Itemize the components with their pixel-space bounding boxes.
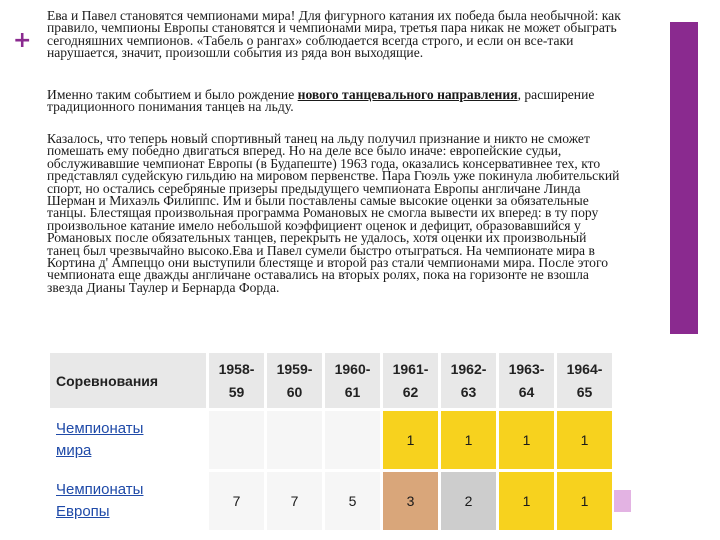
result-cell: 1	[557, 472, 612, 530]
table-row-european-championships	[50, 472, 612, 530]
paragraph-history-text: Казалось, что теперь новый спортивный танец на льду получил признание и никто не сможет помешать ему победно двигаться вперед. Но на деле все было иначе: европейские судьи, обслуживавшие чемпионат Европы (в Будапеште) 1963 года, оказались консервативнее тех, кто представлял судейскую гильдию на мировом первенстве. Пара Гюэль уже покинула любительский спорт, но остались серебряные призеры предыдущего чемпионата Европы англичане Линда Шерман и Михаэль Филиппс. Им и были поставлены самые высокие оценки за обязательные танцы. Блестящая произвольная программа Романовых не смогла вывести их вперед: в ту пору произвольное катание имело небольшой коэффициент оценок и дефицит, образовавшийся у Романовых после обязательных танцев, перекрыть не удалось, хотя оценки их произвольный танец был чрезвычайно высоко.Ева и Павел сумели быстро отыграться. На чемпионате мира в Кортина д' Ампеццо они выступили блестяще и второй раз стали чемпионами мира. После этого чемпионата еще дважды англичане оставались на вторых ролях, пока на горизонте не взошла звезда Дианы Таулер и Бернарда Форда.	[47, 131, 620, 295]
result-cell	[267, 411, 322, 469]
season-header: 1964- 65	[557, 353, 612, 408]
world-championships-link[interactable]: Чемпионаты мира	[50, 411, 206, 469]
result-cell	[325, 411, 380, 469]
paragraph-text-after-link: , расширение традиционного понимания танцев на льду.	[47, 87, 595, 115]
paragraph-text-before-link: Именно таким событием и было рождение	[47, 87, 298, 102]
season-header: 1959- 60	[267, 353, 322, 408]
result-cell: 7	[209, 472, 264, 530]
season-header: 1960- 61	[325, 353, 380, 408]
result-cell: 1	[499, 411, 554, 469]
result-cell: 1	[557, 411, 612, 469]
result-cell: 1	[383, 411, 438, 469]
result-cell: 7	[267, 472, 322, 530]
column-header-competitions: Соревнования	[50, 353, 206, 408]
season-header: 1962- 63	[441, 353, 496, 408]
accent-bar	[670, 22, 698, 334]
season-header: 1961- 62	[383, 353, 438, 408]
highlight-marker	[614, 490, 631, 512]
table-row-world-championships	[50, 411, 612, 469]
results-table	[47, 350, 637, 540]
result-cell: 2	[441, 472, 496, 530]
result-cell: 1	[499, 472, 554, 530]
season-header: 1963- 64	[499, 353, 554, 408]
result-cell	[209, 411, 264, 469]
plus-icon: +	[13, 28, 32, 53]
paragraph-intro-text: Ева и Павел становятся чемпионами мира! Для фигурного катания их победа была необычной: как правило, чемпионы Европы становятся и чемпионами мира, третья пара никак не может обыграть сегодняшних чемпионов. «Табель о рангах» соблюдается всегда строго, и если он все-таки нарушается, значит, произошли события из ряда вон выходящие.	[47, 8, 621, 61]
paragraph-intro	[47, 10, 622, 60]
result-cell: 5	[325, 472, 380, 530]
result-cell: 1	[441, 411, 496, 469]
table-header-row	[50, 353, 612, 408]
paragraph-history	[47, 133, 622, 294]
paragraph-new-direction	[47, 89, 622, 114]
season-header: 1958- 59	[209, 353, 264, 408]
european-championships-link[interactable]: Чемпионаты Европы	[50, 472, 206, 530]
result-cell: 3	[383, 472, 438, 530]
new-dance-direction-link[interactable]: нового танцевального направления	[297, 87, 518, 102]
